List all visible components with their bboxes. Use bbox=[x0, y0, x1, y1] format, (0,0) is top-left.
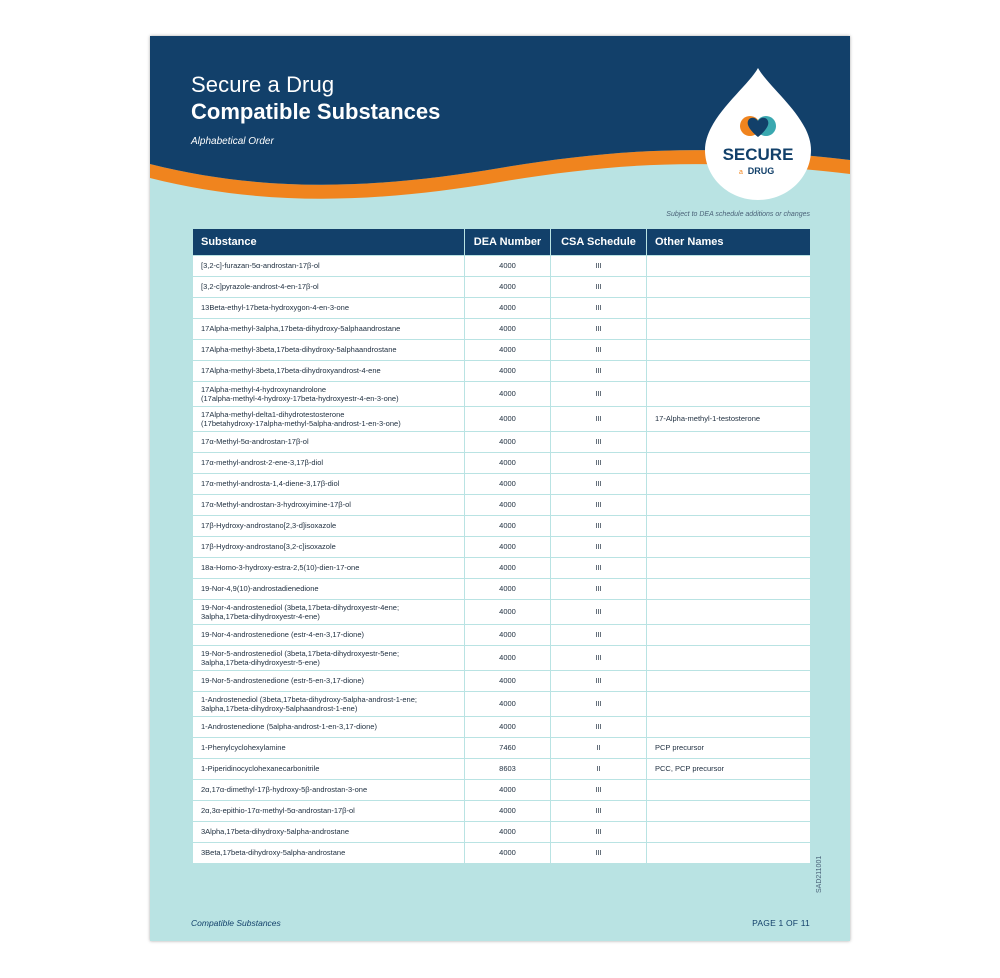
other-names-cell: PCP precursor bbox=[647, 738, 811, 759]
csa-schedule-cell: III bbox=[551, 692, 647, 717]
substance-cell: 2α,17α-dimethyl-17β-hydroxy-5β-androstan-3-one bbox=[193, 780, 465, 801]
other-names-cell bbox=[647, 579, 811, 600]
csa-schedule-cell: III bbox=[551, 537, 647, 558]
csa-schedule-cell: III bbox=[551, 822, 647, 843]
dea-number-cell: 4000 bbox=[465, 407, 551, 432]
other-names-cell bbox=[647, 600, 811, 625]
dea-number-cell: 7460 bbox=[465, 738, 551, 759]
substance-cell: [3,2-c]pyrazole-androst-4-en-17β-ol bbox=[193, 277, 465, 298]
substance-cell: [3,2-c]-furazan-5α-androstan-17β-ol bbox=[193, 256, 465, 277]
substance-cell: 18a-Homo-3-hydroxy-estra-2,5(10)-dien-17-one bbox=[193, 558, 465, 579]
other-names-cell bbox=[647, 382, 811, 407]
substance-cell bbox=[193, 600, 465, 625]
dea-number-cell: 4000 bbox=[465, 382, 551, 407]
other-names-cell bbox=[647, 361, 811, 382]
table-row bbox=[193, 801, 811, 822]
table-row bbox=[193, 537, 811, 558]
csa-schedule-cell: III bbox=[551, 625, 647, 646]
footer-title: Compatible Substances bbox=[191, 918, 281, 928]
other-names-cell bbox=[647, 822, 811, 843]
table-row bbox=[193, 759, 811, 780]
substance-line-2: (17alpha-methyl-4-hydroxy-17beta-hydroxyestr-4-en-3-one) bbox=[201, 394, 399, 403]
substance-cell bbox=[193, 692, 465, 717]
csa-schedule-cell: III bbox=[551, 516, 647, 537]
secure-a-drug-logo bbox=[703, 66, 813, 201]
csa-schedule-cell: III bbox=[551, 780, 647, 801]
table-row bbox=[193, 558, 811, 579]
other-names-cell bbox=[647, 432, 811, 453]
substance-cell: 1-Phenylcyclohexylamine bbox=[193, 738, 465, 759]
table-row bbox=[193, 671, 811, 692]
csa-schedule-cell: III bbox=[551, 319, 647, 340]
dea-number-cell: 4000 bbox=[465, 801, 551, 822]
table-row bbox=[193, 382, 811, 407]
substance-cell: 17α-methyl-androsta-1,4-diene-3,17β-diol bbox=[193, 474, 465, 495]
table-row bbox=[193, 646, 811, 671]
other-names-cell bbox=[647, 801, 811, 822]
document-page bbox=[150, 36, 850, 941]
table-row bbox=[193, 738, 811, 759]
csa-schedule-cell: III bbox=[551, 801, 647, 822]
substance-cell: 17Alpha-methyl-3beta,17beta-dihydroxyandrost-4-ene bbox=[193, 361, 465, 382]
logo-connector-a: a bbox=[739, 169, 743, 176]
table-row bbox=[193, 298, 811, 319]
table-row bbox=[193, 495, 811, 516]
dea-number-cell: 4000 bbox=[465, 298, 551, 319]
csa-schedule-cell: III bbox=[551, 646, 647, 671]
csa-schedule-cell: III bbox=[551, 340, 647, 361]
substance-cell: 19-Nor-5-androstenedione (estr-5-en-3,17-dione) bbox=[193, 671, 465, 692]
other-names-cell bbox=[647, 558, 811, 579]
substance-cell: 1-Piperidinocyclohexanecarbonitrile bbox=[193, 759, 465, 780]
dea-number-cell: 4000 bbox=[465, 780, 551, 801]
page-number: PAGE 1 OF 11 bbox=[752, 918, 810, 928]
csa-schedule-cell: III bbox=[551, 361, 647, 382]
other-names-cell bbox=[647, 780, 811, 801]
table-row bbox=[193, 843, 811, 864]
dea-number-cell: 4000 bbox=[465, 474, 551, 495]
csa-schedule-cell: III bbox=[551, 579, 647, 600]
table-row bbox=[193, 432, 811, 453]
table-row bbox=[193, 579, 811, 600]
substance-cell: 17β-Hydroxy-androstano[3,2-c]isoxazole bbox=[193, 537, 465, 558]
csa-schedule-cell: III bbox=[551, 558, 647, 579]
dea-number-cell: 4000 bbox=[465, 516, 551, 537]
other-names-cell bbox=[647, 537, 811, 558]
table-header-row bbox=[193, 229, 811, 256]
csa-schedule-cell: III bbox=[551, 277, 647, 298]
table-row bbox=[193, 319, 811, 340]
dea-number-cell: 4000 bbox=[465, 822, 551, 843]
other-names-cell: PCC, PCP precursor bbox=[647, 759, 811, 780]
substance-cell bbox=[193, 646, 465, 671]
csa-schedule-cell: II bbox=[551, 738, 647, 759]
substance-line-1: 17Alpha-methyl-4-hydroxynandrolone bbox=[201, 384, 327, 394]
table-row bbox=[193, 600, 811, 625]
table-row bbox=[193, 717, 811, 738]
csa-schedule-cell: III bbox=[551, 382, 647, 407]
csa-schedule-cell: III bbox=[551, 474, 647, 495]
table-row bbox=[193, 822, 811, 843]
other-names-cell bbox=[647, 671, 811, 692]
substance-line-1: 19-Nor-5-androstenediol (3beta,17beta-dihydroxyestr-5ene; bbox=[201, 648, 400, 658]
table-row bbox=[193, 361, 811, 382]
table-row bbox=[193, 256, 811, 277]
dea-number-cell: 4000 bbox=[465, 361, 551, 382]
other-names-cell bbox=[647, 843, 811, 864]
other-names-cell bbox=[647, 495, 811, 516]
table-body bbox=[193, 256, 811, 864]
substance-line-1: 1-Androstenediol (3beta,17beta-dihydroxy-5alpha-androst-1-ene; bbox=[201, 694, 417, 704]
table-row bbox=[193, 277, 811, 298]
dea-number-cell: 4000 bbox=[465, 495, 551, 516]
other-names-cell bbox=[647, 298, 811, 319]
substance-cell: 13Beta-ethyl-17beta-hydroxygon-4-en-3-one bbox=[193, 298, 465, 319]
csa-schedule-cell: III bbox=[551, 843, 647, 864]
table-row bbox=[193, 625, 811, 646]
substance-line-2: (17betahydroxy-17alpha-methyl-5alpha-androst-1-en-3-one) bbox=[201, 419, 401, 428]
substance-cell: 17β-Hydroxy-androstano[2,3-d]isoxazole bbox=[193, 516, 465, 537]
other-names-cell bbox=[647, 625, 811, 646]
substances-table bbox=[192, 228, 811, 864]
document-code: SAD211001 bbox=[816, 855, 823, 893]
other-names-cell bbox=[647, 692, 811, 717]
column-header-other-names: Other Names bbox=[647, 229, 811, 256]
dea-number-cell: 4000 bbox=[465, 340, 551, 361]
dea-number-cell: 8603 bbox=[465, 759, 551, 780]
substance-cell: 3Alpha,17beta-dihydroxy-5alpha-androstane bbox=[193, 822, 465, 843]
dea-number-cell: 4000 bbox=[465, 537, 551, 558]
other-names-cell bbox=[647, 319, 811, 340]
table-row bbox=[193, 516, 811, 537]
dea-number-cell: 4000 bbox=[465, 579, 551, 600]
csa-schedule-cell: III bbox=[551, 432, 647, 453]
table-row bbox=[193, 453, 811, 474]
brand-line: Secure a Drug bbox=[191, 72, 335, 97]
dea-number-cell: 4000 bbox=[465, 692, 551, 717]
substance-line-2: 3alpha,17beta-dihydroxyestr-4-ene) bbox=[201, 612, 320, 621]
logo-word-drug: DRUG bbox=[747, 166, 775, 176]
substance-cell bbox=[193, 382, 465, 407]
column-header-csa-schedule: CSA Schedule bbox=[551, 229, 647, 256]
substance-cell: 1-Androstenedione (5alpha-androst-1-en-3,17-dione) bbox=[193, 717, 465, 738]
substance-cell: 19-Nor-4,9(10)-androstadienedione bbox=[193, 579, 465, 600]
dea-number-cell: 4000 bbox=[465, 277, 551, 298]
other-names-cell bbox=[647, 453, 811, 474]
csa-schedule-cell: III bbox=[551, 407, 647, 432]
table-row bbox=[193, 340, 811, 361]
csa-schedule-cell: III bbox=[551, 717, 647, 738]
csa-schedule-cell: III bbox=[551, 600, 647, 625]
other-names-cell bbox=[647, 717, 811, 738]
other-names-cell: 17-Alpha-methyl-1-testosterone bbox=[647, 407, 811, 432]
substance-line-1: 19-Nor-4-androstenediol (3beta,17beta-dihydroxyestr-4ene; bbox=[201, 602, 400, 612]
substance-line-2: 3alpha,17beta-dihydroxyestr-5-ene) bbox=[201, 658, 320, 667]
dea-number-cell: 4000 bbox=[465, 843, 551, 864]
dea-number-cell: 4000 bbox=[465, 453, 551, 474]
substance-cell: 17α-methyl-androst-2-ene-3,17β-diol bbox=[193, 453, 465, 474]
schedule-disclaimer: Subject to DEA schedule additions or changes bbox=[666, 211, 810, 218]
substance-cell: 17α-Methyl-5α-androstan-17β-ol bbox=[193, 432, 465, 453]
substance-cell: 17α-Methyl-androstan-3-hydroxyimine-17β-ol bbox=[193, 495, 465, 516]
csa-schedule-cell: III bbox=[551, 453, 647, 474]
dea-number-cell: 4000 bbox=[465, 646, 551, 671]
csa-schedule-cell: III bbox=[551, 671, 647, 692]
csa-schedule-cell: III bbox=[551, 298, 647, 319]
substance-cell: 3Beta,17beta-dihydroxy-5alpha-androstane bbox=[193, 843, 465, 864]
dea-number-cell: 4000 bbox=[465, 671, 551, 692]
other-names-cell bbox=[647, 256, 811, 277]
dea-number-cell: 4000 bbox=[465, 625, 551, 646]
other-names-cell bbox=[647, 277, 811, 298]
substance-cell: 2α,3α-epithio-17α-methyl-5α-androstan-17β-ol bbox=[193, 801, 465, 822]
other-names-cell bbox=[647, 646, 811, 671]
logo-word-secure: SECURE bbox=[722, 145, 794, 164]
document-subtitle: Alphabetical Order bbox=[191, 136, 274, 147]
column-header-dea-number: DEA Number bbox=[465, 229, 551, 256]
dea-number-cell: 4000 bbox=[465, 319, 551, 340]
table-row bbox=[193, 474, 811, 495]
other-names-cell bbox=[647, 340, 811, 361]
dea-number-cell: 4000 bbox=[465, 717, 551, 738]
substance-cell: 19-Nor-4-androstenedione (estr-4-en-3,17-dione) bbox=[193, 625, 465, 646]
document-title: Compatible Substances bbox=[191, 99, 441, 124]
dea-number-cell: 4000 bbox=[465, 432, 551, 453]
table-row bbox=[193, 407, 811, 432]
csa-schedule-cell: III bbox=[551, 256, 647, 277]
csa-schedule-cell: III bbox=[551, 495, 647, 516]
substance-line-1: 17Alpha-methyl-delta1-dihydrotestosterone bbox=[201, 409, 345, 419]
dea-number-cell: 4000 bbox=[465, 600, 551, 625]
substance-line-2: 3alpha,17beta-dihydroxy-5alphaandrost-1-ene) bbox=[201, 704, 358, 713]
substance-cell bbox=[193, 407, 465, 432]
table-row bbox=[193, 780, 811, 801]
table-row bbox=[193, 692, 811, 717]
dea-number-cell: 4000 bbox=[465, 256, 551, 277]
other-names-cell bbox=[647, 516, 811, 537]
substance-cell: 17Alpha-methyl-3beta,17beta-dihydroxy-5alphaandrostane bbox=[193, 340, 465, 361]
substance-cell: 17Alpha-methyl-3alpha,17beta-dihydroxy-5alphaandrostane bbox=[193, 319, 465, 340]
dea-number-cell: 4000 bbox=[465, 558, 551, 579]
csa-schedule-cell: II bbox=[551, 759, 647, 780]
column-header-substance: Substance bbox=[193, 229, 465, 256]
other-names-cell bbox=[647, 474, 811, 495]
